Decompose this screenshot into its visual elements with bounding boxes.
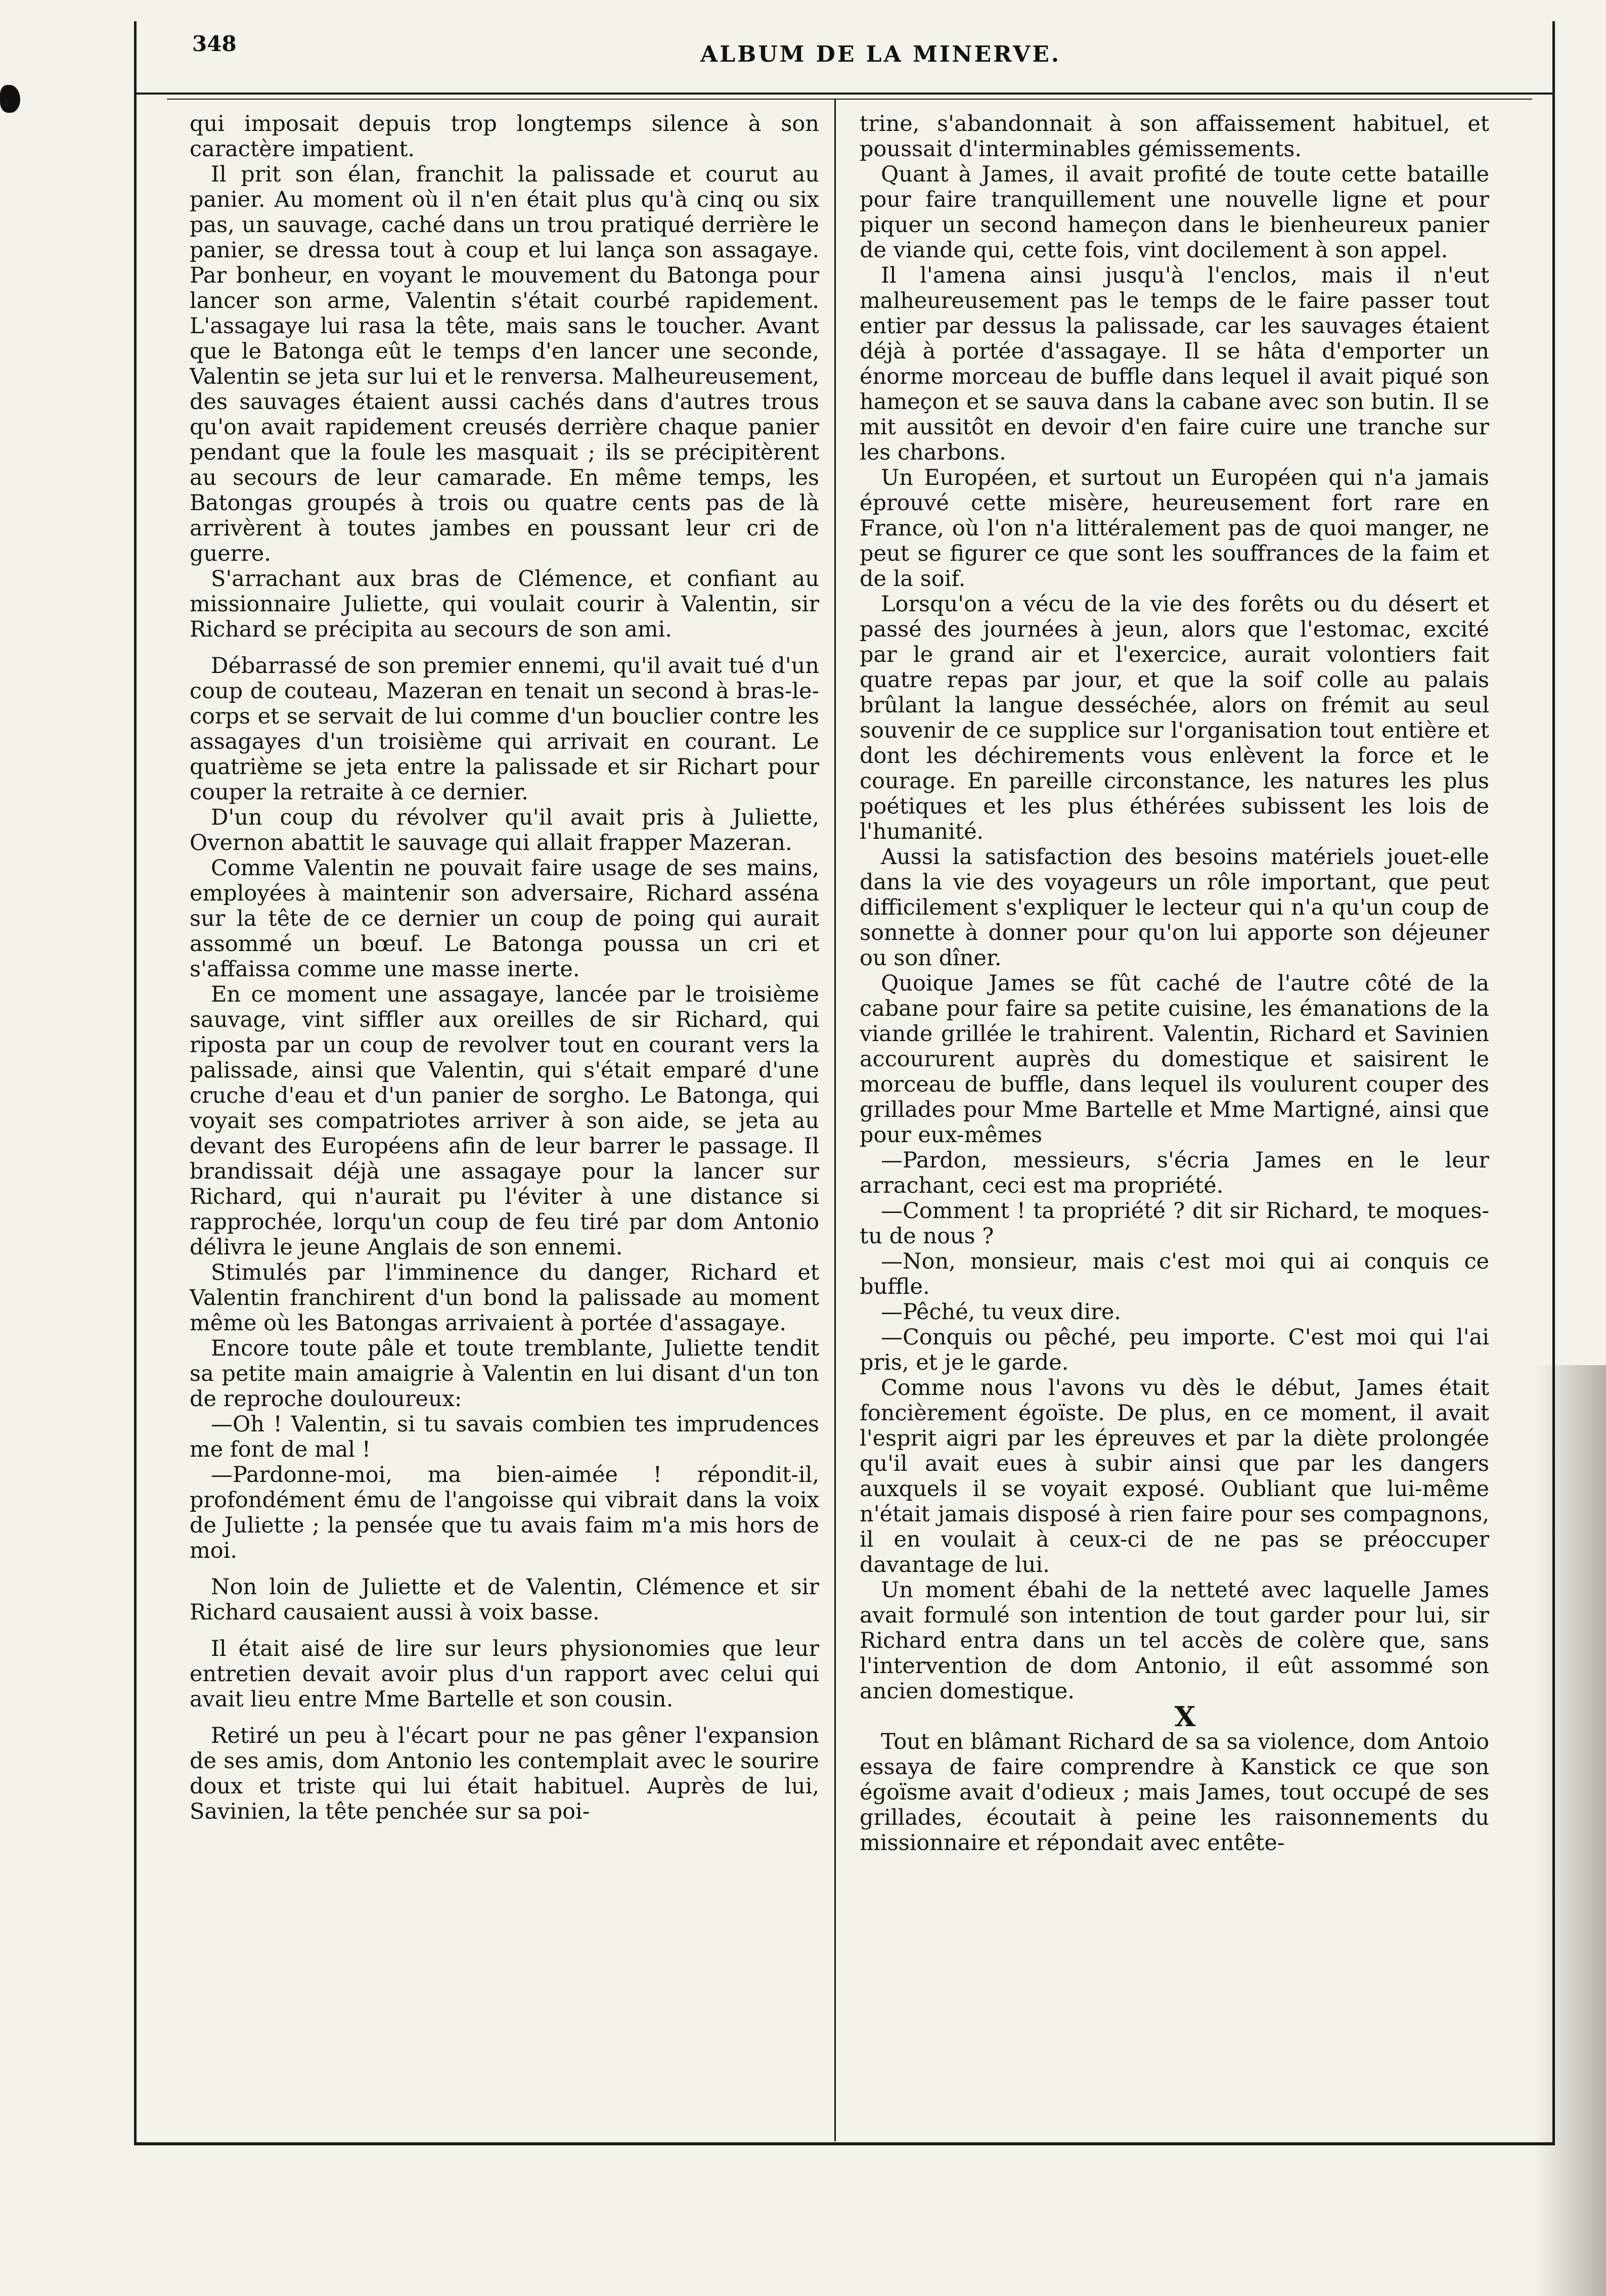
paragraph: Un Européen, et surtout un Européen qui n'a jamais éprouvé cette misère, heureusement fort rare en France, où l'on n'a littéralement pas de quoi manger, ne peut se figurer ce que sont les souffrances de la faim et de la soif. bbox=[860, 465, 1489, 592]
paragraph: Retiré un peu à l'écart pour ne pas gêner l'expansion de ses amis, dom Antonio les contemplait avec le sourire doux et triste qui lui était habituel. Auprès de lui, Savinien, la tête penchée sur sa poi- bbox=[190, 1723, 819, 1824]
paragraph: Non loin de Juliette et de Valentin, Clémence et sir Richard causaient aussi à voix basse. bbox=[190, 1574, 819, 1625]
paragraph: —Pêché, tu veux dire. bbox=[881, 1299, 1121, 1325]
section-heading: X bbox=[1174, 1700, 1196, 1733]
right-column bbox=[860, 111, 1489, 1856]
paragraph: —Comment ! ta propriété ? dit sir Richard, te moques-tu de nous ? bbox=[860, 1198, 1489, 1249]
column-divider bbox=[834, 99, 836, 2141]
paragraph: Il prit son élan, franchit la palissade et courut au panier. Au moment où il n'en était plus qu'à cinq ou six pas, un sauvage, caché dans un trou pratiqué derrière le panier, se dressa tout à coup et lui lança son assagaye. Par bonheur, en voyant le mouvement du Batonga pour lancer son arme, Valentin s'était courbé rapidement. L'assagaye lui rasa la tête, mais sans le toucher. Avant que le Batonga eût le temps d'en lancer une seconde, Valentin se jeta sur lui et le renversa. Malheureusement, des sauvages étaient aussi cachés dans d'autres trous qu'on avait rapidement creusés derrière chaque panier pendant que la foule les masquait ; ils se précipitèrent au secours de leur camarade. En même temps, les Batongas groupés à trois ou quatre cents pas de là arrivèrent à toutes jambes en poussant leur cri de guerre. bbox=[190, 162, 819, 566]
paragraph: Aussi la satisfaction des besoins matériels jouet-elle dans la vie des voyageurs un rôle important, que peut difficilement s'expliquer le lecteur qui n'a qu'un coup de sonnette à donner pour qu'on lui apporte son déjeuner ou son dîner. bbox=[860, 844, 1489, 971]
paragraph: Encore toute pâle et toute tremblante, Juliette tendit sa petite main amaigrie à Valentin en lui disant d'un ton de reproche douloureux: bbox=[190, 1336, 819, 1412]
paragraph: Débarrassé de son premier ennemi, qu'il avait tué d'un coup de couteau, Mazeran en tenait un second à bras-le-corps et se servait de lui comme d'un bouclier contre les assagayes d'un troisième qui arrivait en courant. Le quatrième se jeta entre la palissade et sir Richart pour couper la retraite à ce dernier. bbox=[190, 653, 819, 805]
paragraph: Il l'amena ainsi jusqu'à l'enclos, mais il n'eut malheureusement pas le temps de le faire passer tout entier par dessus la palissade, car les sauvages étaient déjà à portée d'assagaye. Il se hâta d'emporter un énorme morceau de buffle dans lequel il avait piqué son hameçon et se sauva dans la cabane avec son butin. Il se mit aussitôt en devoir d'en faire cuire une tranche sur les charbons. bbox=[860, 263, 1489, 465]
paragraph: Stimulés par l'imminence du danger, Richard et Valentin franchirent d'un bond la palissade au moment même où les Batongas arrivaient à portée d'assagaye. bbox=[190, 1260, 819, 1336]
left-column bbox=[190, 111, 819, 1824]
paragraph: Comme nous l'avons vu dès le début, James était foncièrement égoïste. De plus, en ce moment, il avait l'esprit aigri par les épreuves et par la diète prolongée qu'il avait eues à subir ainsi que par les dangers auxquels il se voyait exposé. Oubliant que lui-même n'était jamais disposé à rien faire pour ses compagnons, il en voulait à ceux-ci de ne pas se préoccuper davantage de lui. bbox=[860, 1375, 1489, 1578]
page-number: 348 bbox=[192, 31, 237, 56]
paragraph: —Non, monsieur, mais c'est moi qui ai conquis ce buffle. bbox=[860, 1249, 1489, 1299]
ink-blot bbox=[0, 85, 20, 113]
paragraph: S'arrachant aux bras de Clémence, et confiant au missionnaire Juliette, qui voulait courir à Valentin, sir Richard se précipita au secours de son ami. bbox=[190, 566, 819, 642]
paragraph: trine, s'abandonnait à son affaissement habituel, et poussait d'interminables gémissements. bbox=[860, 111, 1489, 162]
paragraph: Quoique James se fût caché de l'autre côté de la cabane pour faire sa petite cuisine, les émanations de la viande grillée le trahirent. Valentin, Richard et Savinien accoururent auprès du domestique et saisirent le morceau de buffle, dans lequel ils voulurent couper des grillades pour Mme Bartelle et Mme Martigné, ainsi que pour eux-mêmes bbox=[860, 971, 1489, 1148]
paragraph: Quant à James, il avait profité de toute cette bataille pour faire tranquillement une nouvelle ligne et pour piquer un second hameçon dans le bienheureux panier de viande qui, cette fois, vint docilement à son appel. bbox=[860, 162, 1489, 263]
paragraph: —Pardonne-moi, ma bien-aimée ! répondit-il, profondément ému de l'angoisse qui vibrait dans la voix de Juliette ; la pensée que tu avais faim m'a mis hors de moi. bbox=[190, 1462, 819, 1563]
running-title: ALBUM DE LA MINERVE. bbox=[700, 41, 1061, 67]
paragraph: —Oh ! Valentin, si tu savais combien tes imprudences me font de mal ! bbox=[190, 1412, 819, 1462]
paragraph: En ce moment une assagaye, lancée par le troisième sauvage, vint siffler aux oreilles de sir Richard, qui riposta par un coup de revolver tout en courant vers la palissade, ainsi que Valentin, qui s'était emparé d'une cruche d'eau et d'un panier de sorgho. Le Batonga, qui voyait ses compatriotes arriver à son aide, se jeta au devant des Européens afin de leur barrer le passage. Il brandissait déjà une assagaye pour la lancer sur Richard, qui n'aurait pu l'éviter à une distance si rapprochée, lorqu'un coup de feu tiré par dom Antonio délivra le jeune Anglais de son ennemi. bbox=[190, 982, 819, 1260]
paragraph: —Conquis ou pêché, peu importe. C'est moi qui l'ai pris, et je le garde. bbox=[860, 1325, 1489, 1375]
paragraph: Tout en blâmant Richard de sa sa violence, dom Antoio essaya de faire comprendre à Kanstick ce que son égoïsme avait d'odieux ; mais James, tout occupé de ses grillades, écoutait à peine les raisonnements du missionnaire et répondait avec entête- bbox=[860, 1729, 1489, 1856]
paragraph: qui imposait depuis trop longtemps silence à son caractère impatient. bbox=[190, 111, 819, 162]
paragraph: Un moment ébahi de la netteté avec laquelle James avait formulé son intention de tout garder pour lui, sir Richard entra dans un tel accès de colère que, sans l'intervention de dom Antonio, il eût assommé son ancien domestique. bbox=[860, 1578, 1489, 1704]
paragraph: Il était aisé de lire sur leurs physionomies que leur entretien devait avoir plus d'un rapport avec celui qui avait lieu entre Mme Bartelle et son cousin. bbox=[190, 1636, 819, 1712]
paragraph: Comme Valentin ne pouvait faire usage de ses mains, employées à maintenir son adversaire, Richard asséna sur la tête de ce dernier un coup de poing qui aurait assommé un bœuf. Le Batonga poussa un cri et s'affaissa comme une masse inerte. bbox=[190, 856, 819, 982]
paragraph: —Pardon, messieurs, s'écria James en le leur arrachant, ceci est ma propriété. bbox=[860, 1148, 1489, 1198]
paragraph: Lorsqu'on a vécu de la vie des forêts ou du désert et passé des journées à jeun, alors que l'estomac, excité par le grand air et l'exercice, aurait volontiers fait quatre repas par jour, et que la soif colle au palais brûlant la langue desséchée, alors on frémit au seul souvenir de ce supplice sur l'organisation tout entière et dont les déchirements vous enlèvent la force et le courage. En pareille circonstance, les natures les plus poétiques et les plus éthérées subissent les lois de l'humanité. bbox=[860, 592, 1489, 844]
paragraph: D'un coup du révolver qu'il avait pris à Juliette, Overnon abattit le sauvage qui allait frapper Mazeran. bbox=[190, 805, 819, 856]
